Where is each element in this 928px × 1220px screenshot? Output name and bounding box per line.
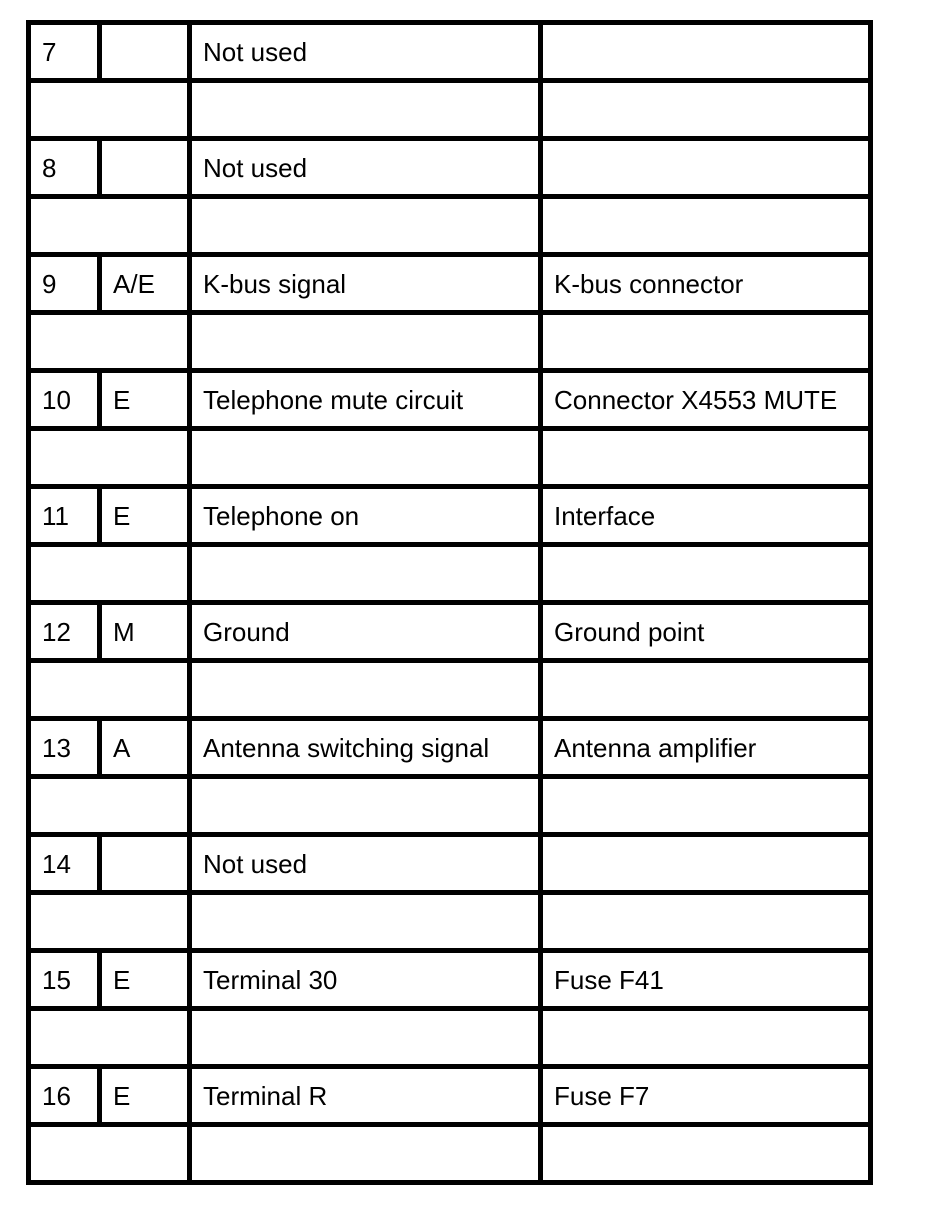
pin-number-cell: 9	[29, 255, 100, 313]
direction-cell: E	[100, 371, 190, 429]
connection-cell: Ground point	[541, 603, 871, 661]
table-row	[29, 1067, 871, 1125]
spacer-row	[29, 429, 871, 487]
table-row	[29, 487, 871, 545]
function-cell: K-bus signal	[190, 255, 541, 313]
spacer-cell	[541, 893, 871, 951]
function-cell: Not used	[190, 23, 541, 81]
connection-cell	[541, 23, 871, 81]
spacer-row	[29, 197, 871, 255]
table-row	[29, 23, 871, 81]
spacer-cell	[541, 313, 871, 371]
spacer-cell	[190, 197, 541, 255]
function-cell: Terminal 30	[190, 951, 541, 1009]
direction-cell	[100, 23, 190, 81]
pin-number-cell: 13	[29, 719, 100, 777]
table-row	[29, 835, 871, 893]
spacer-cell	[29, 313, 190, 371]
spacer-cell	[190, 81, 541, 139]
pin-number-cell: 14	[29, 835, 100, 893]
spacer-row	[29, 81, 871, 139]
function-cell: Telephone mute circuit	[190, 371, 541, 429]
spacer-cell	[190, 429, 541, 487]
spacer-cell	[190, 777, 541, 835]
connection-cell: Interface	[541, 487, 871, 545]
pin-number-cell: 12	[29, 603, 100, 661]
spacer-row	[29, 661, 871, 719]
direction-cell: E	[100, 1067, 190, 1125]
spacer-cell	[541, 545, 871, 603]
pin-number-cell: 15	[29, 951, 100, 1009]
connection-cell	[541, 835, 871, 893]
spacer-cell	[190, 893, 541, 951]
spacer-row	[29, 1009, 871, 1067]
function-cell: Terminal R	[190, 1067, 541, 1125]
spacer-cell	[541, 661, 871, 719]
connection-cell: Antenna amplifier	[541, 719, 871, 777]
spacer-cell	[29, 661, 190, 719]
connection-cell: Fuse F41	[541, 951, 871, 1009]
function-cell: Antenna switching signal	[190, 719, 541, 777]
spacer-cell	[190, 313, 541, 371]
spacer-row	[29, 313, 871, 371]
spacer-row	[29, 1125, 871, 1183]
pin-number-cell: 11	[29, 487, 100, 545]
direction-cell	[100, 139, 190, 197]
spacer-cell	[541, 777, 871, 835]
spacer-cell	[190, 661, 541, 719]
spacer-cell	[29, 777, 190, 835]
spacer-cell	[29, 1125, 190, 1183]
function-cell: Not used	[190, 139, 541, 197]
direction-cell: M	[100, 603, 190, 661]
spacer-cell	[29, 545, 190, 603]
spacer-cell	[190, 545, 541, 603]
pin-number-cell: 8	[29, 139, 100, 197]
table-row	[29, 139, 871, 197]
connection-cell	[541, 139, 871, 197]
spacer-cell	[29, 81, 190, 139]
pin-number-cell: 16	[29, 1067, 100, 1125]
direction-cell	[100, 835, 190, 893]
table-row	[29, 719, 871, 777]
direction-cell: E	[100, 951, 190, 1009]
connection-cell: K-bus connector	[541, 255, 871, 313]
direction-cell: E	[100, 487, 190, 545]
connection-cell: Fuse F7	[541, 1067, 871, 1125]
function-cell: Telephone on	[190, 487, 541, 545]
spacer-cell	[541, 1009, 871, 1067]
pin-assignment-table	[26, 20, 873, 1185]
table-row	[29, 603, 871, 661]
spacer-cell	[541, 197, 871, 255]
spacer-row	[29, 893, 871, 951]
table-row	[29, 951, 871, 1009]
spacer-cell	[541, 1125, 871, 1183]
spacer-cell	[190, 1125, 541, 1183]
spacer-cell	[29, 197, 190, 255]
spacer-cell	[541, 429, 871, 487]
direction-cell: A	[100, 719, 190, 777]
spacer-row	[29, 545, 871, 603]
table-row	[29, 255, 871, 313]
spacer-cell	[29, 893, 190, 951]
connection-cell: Connector X4553 MUTE	[541, 371, 871, 429]
function-cell: Ground	[190, 603, 541, 661]
spacer-cell	[29, 1009, 190, 1067]
pin-table-body	[29, 23, 871, 1183]
pin-number-cell: 7	[29, 23, 100, 81]
pin-number-cell: 10	[29, 371, 100, 429]
spacer-row	[29, 777, 871, 835]
spacer-cell	[190, 1009, 541, 1067]
table-row	[29, 371, 871, 429]
function-cell: Not used	[190, 835, 541, 893]
spacer-cell	[541, 81, 871, 139]
direction-cell: A/E	[100, 255, 190, 313]
spacer-cell	[29, 429, 190, 487]
